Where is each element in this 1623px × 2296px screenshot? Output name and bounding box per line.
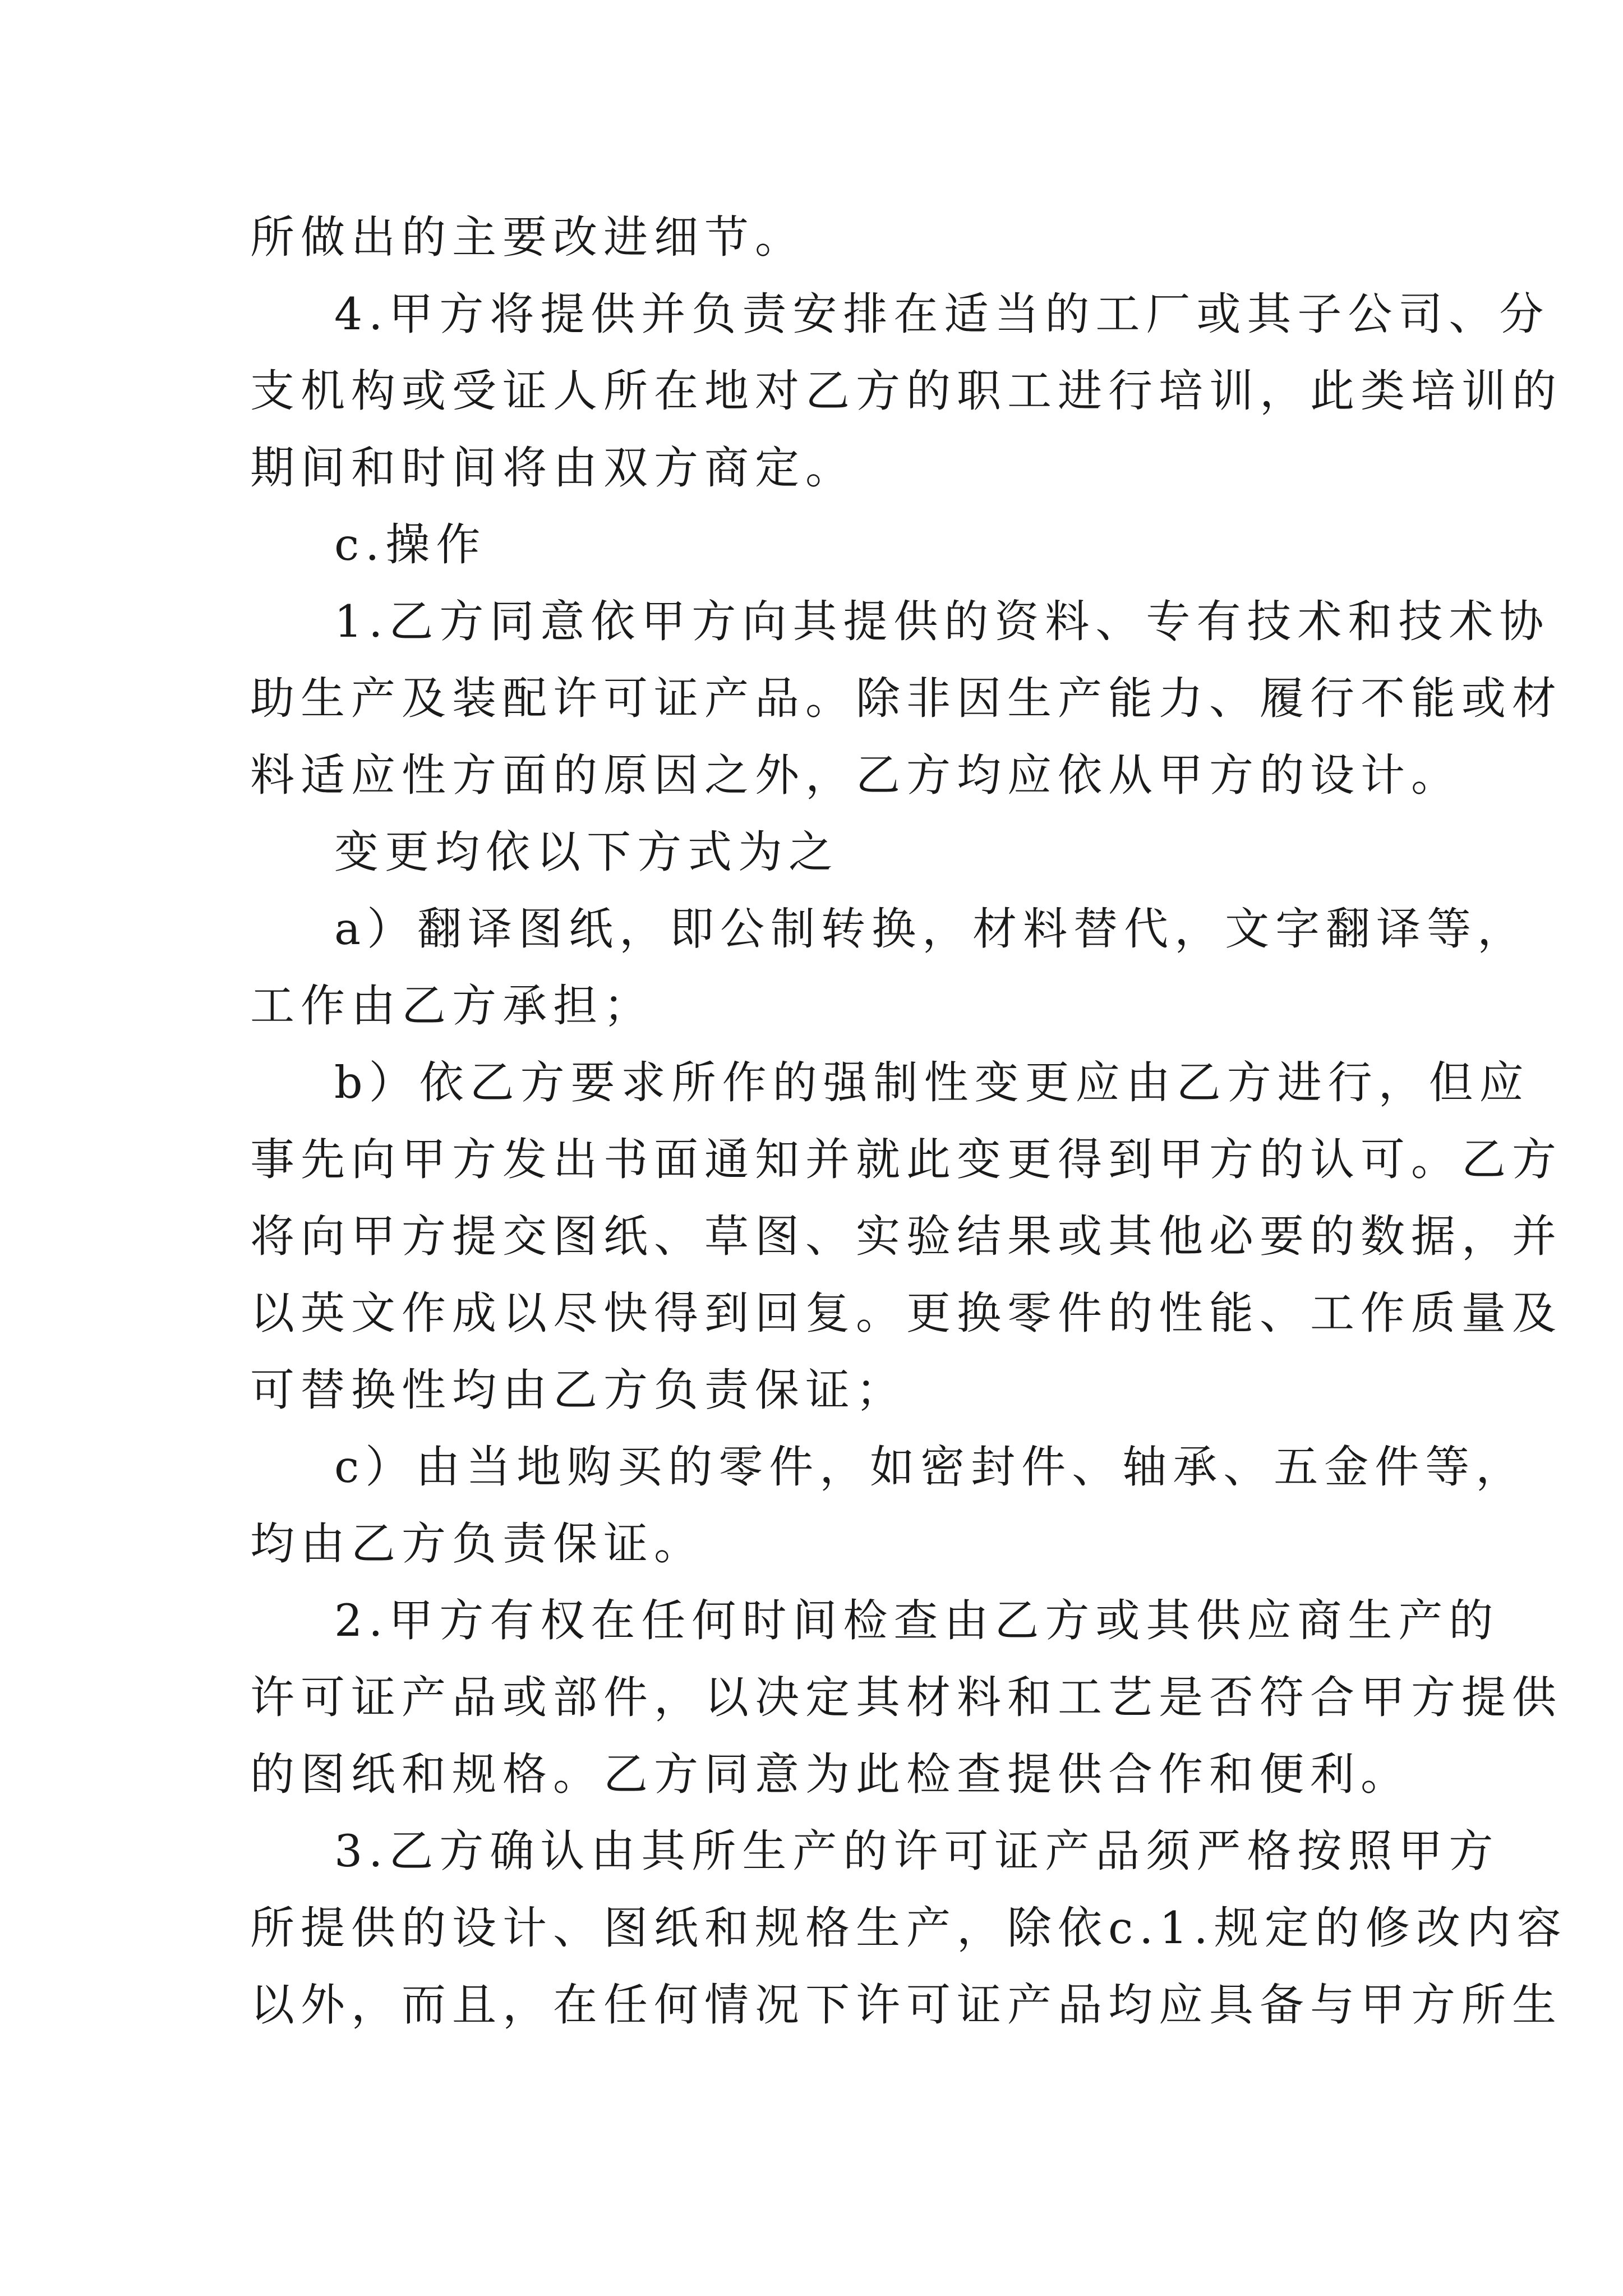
- text-line: 变更均依以下方式为之: [334, 826, 839, 878]
- text-line: 的图纸和规格。乙方同意为此检查提供合作和便利。: [250, 1749, 1411, 1800]
- text-line: a）翻译图纸，即公制转换，材料替代，文字翻译等，: [334, 903, 1528, 955]
- text-line: 助生产及装配许可证产品。除非因生产能力、履行不能或材: [250, 673, 1562, 724]
- text-line: 支机构或受证人所在地对乙方的职工进行培训，此类培训的: [250, 365, 1562, 417]
- text-line: 均由乙方负责保证。: [250, 1518, 704, 1570]
- text-line: c）由当地购买的零件，如密封件、轴承、五金件等，: [334, 1441, 1527, 1493]
- text-line: 将向甲方提交图纸、草图、实验结果或其他必要的数据，并: [250, 1211, 1562, 1262]
- text-line: 可替换性均由乙方负责保证；: [250, 1364, 906, 1416]
- text-line: 2.甲方有权在任何时间检查由乙方或其供应商生产的: [334, 1595, 1500, 1646]
- text-line: 3.乙方确认由其所生产的许可证产品须严格按照甲方: [334, 1825, 1500, 1877]
- text-line: 期间和时间将由双方商定。: [250, 442, 856, 494]
- section-heading: c.操作: [334, 519, 487, 570]
- text-line: 所提供的设计、图纸和规格生产，除依c.1.规定的修改内容: [250, 1902, 1567, 1954]
- text-line: 事先向甲方发出书面通知并就此变更得到甲方的认可。乙方: [250, 1134, 1562, 1185]
- text-line: 工作由乙方承担；: [250, 980, 654, 1032]
- text-line: 1.乙方同意依甲方向其提供的资料、专有技术和技术协: [334, 596, 1550, 647]
- text-line: 以英文作成以尽快得到回复。更换零件的性能、工作质量及: [250, 1287, 1562, 1339]
- text-line: 以外，而且，在任何情况下许可证产品均应具备与甲方所生: [250, 1979, 1562, 2031]
- text-line: 4.甲方将提供并负责安排在适当的工厂或其子公司、分: [334, 288, 1550, 340]
- text-line: 所做出的主要改进细节。: [250, 211, 805, 263]
- text-line: b）依乙方要求所作的强制性变更应由乙方进行，但应: [334, 1057, 1530, 1108]
- text-line: 许可证产品或部件，以决定其材料和工艺是否符合甲方提供: [250, 1672, 1562, 1723]
- text-line: 料适应性方面的原因之外，乙方均应依从甲方的设计。: [250, 749, 1461, 801]
